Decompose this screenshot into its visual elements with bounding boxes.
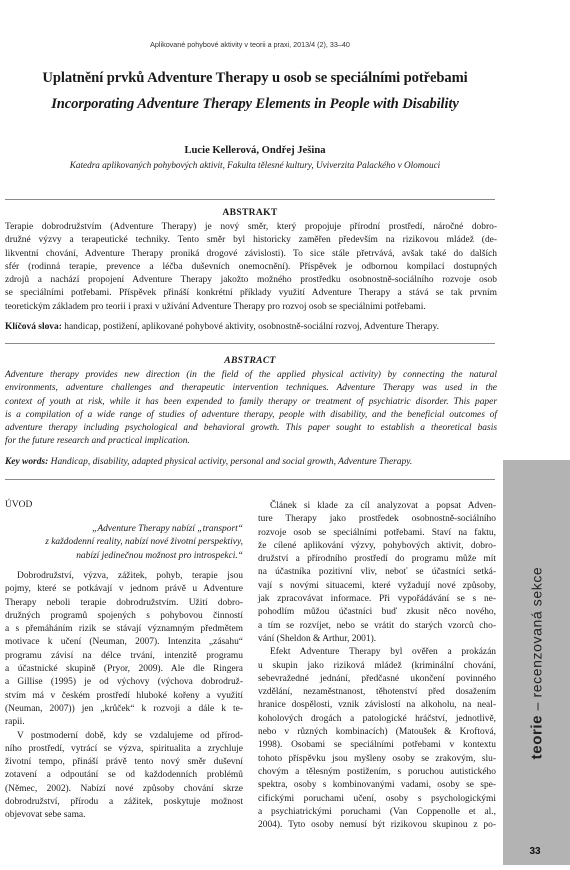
body-text-line: a s přemáháním rizik se stávají významným předmětem: [5, 624, 243, 635]
abstract-line: likventní chování, Adventure Therapy proniká drogové závislosti). To sice stále přetrvává, avšak také do dalších: [5, 248, 497, 259]
keywords-label: Key words:: [5, 457, 49, 467]
abstract-line: se speciálními potřebami. Příspěvek přináší konkrétní příklady využití Adventure Therapy a stává se tak prvním: [5, 288, 497, 299]
body-text-line: nebo v různých kombinacích) (Matoušek & Kroftová,: [258, 727, 496, 738]
abstract-line: teoretickým základem pro teorii i praxi v užívání Adventure Therapy pro rozvoj osob se speciálními potřebami.: [5, 301, 426, 312]
body-text-line: V postmoderní době, kdy se vzdalujeme od přírod-: [17, 730, 243, 741]
body-text-line: dobrodružství, přírodu a zážitek, poskytuje možnost: [5, 797, 243, 808]
keywords-text: handicap, postižení, aplikované pohybové aktivity, osobnostně-sociální rozvoj, Adventure Therapy.: [61, 322, 439, 332]
body-text-line: družných programů spojených s pohybovou činností: [5, 610, 243, 621]
body-text-line: vání (Sheldon & Arthur, 2001).: [258, 633, 377, 644]
abstract-line: adventure therapy including psychological and behavioral growth. This paper sought to establish a theoretical basis: [5, 423, 497, 434]
body-text-line: pohodlím můžou účastníci buď zkusit něco nového,: [258, 607, 496, 618]
abstrakt-keywords: [5, 321, 497, 334]
body-text-line: vzdělání, nezaměstnanost, těhotenství před dosažením: [258, 687, 496, 698]
body-text-line: že cílené aplikování výzvy, pohybových aktivit, dobro-: [258, 540, 496, 551]
body-text-line: (Němec, 2002). Nabízí nové způsoby chování skrze: [5, 783, 243, 794]
body-text-line: a psychiatrickými poruchami (Van Coppenolle et al.,: [258, 806, 496, 817]
body-text-line: jak zpracovávat informace. Při vypořádávání se s ne-: [258, 594, 496, 605]
body-text-line: 1998). Osobami se speciálními potřebami v kontextu: [258, 740, 496, 751]
epigraph-quote: [5, 523, 243, 563]
body-text-line: (Neuman, 2007)) jen „krůček“ k rozvoji a dále k te-: [5, 703, 243, 714]
abstract-line: družné výzvy a terapeutické techniky. Tento směr byl historicky zaměřen především na rizikovou mládež (de-: [5, 235, 497, 246]
body-text-line: u skupin jako riziková mládež (kriminální chování,: [258, 660, 496, 671]
abstract-body: [5, 369, 497, 449]
keywords-text: Handicap, disability, adapted physical activity, personal and social growth, Adventure Therapy.: [48, 457, 413, 467]
divider: [5, 479, 495, 480]
right-column: [258, 500, 496, 832]
title-czech: Uplatnění prvků Adventure Therapy u osob se speciálními potřebami: [42, 70, 468, 86]
section-heading: ÚVOD: [5, 500, 33, 510]
divider: [5, 199, 495, 200]
quote-line: z každodenní reality, nabízí nové životní perspektivy,: [45, 537, 243, 548]
body-text-line: družství a přírodního prostředí do programu může mít: [258, 554, 496, 565]
abstract-line: Terapie dobrodružstvím (Adventure Therapy) je nový směr, který propojuje přírodní prostředí, náročné dobro-: [5, 222, 497, 232]
abstract-heading: ABSTRACT: [224, 355, 276, 366]
abstract-line: environments, adventure challenges and therapeutic intervention techniques. Adventure Therapy was used in the: [5, 383, 497, 394]
quote-line: nabízí jedinečnou možnost pro introspekci.“: [76, 550, 243, 561]
side-label-bold: teorie: [528, 714, 545, 759]
divider: [5, 343, 495, 344]
body-text-line: Efekt Adventure Therapy byl ověřen a prokázán: [270, 647, 496, 658]
body-text-line: a Gillise (1995) je od výchovy (výchova dobrodruž-: [5, 677, 243, 688]
abstract-line: sfér (rodinná terapie, prevence a léčba duševních onemocnění). Příspěvek je odbornou kompilací dostupných: [5, 261, 497, 272]
body-text-line: motivace k učení (Neuman, 2007). Intenzita „zásahu“: [5, 637, 243, 648]
body-text-line: spektra, osoby s kombinovanými vadami, osoby se spe-: [258, 780, 496, 791]
body-text-line: vají s novými situacemi, které vyžadují nové způsoby,: [258, 580, 496, 591]
body-text-line: 2004). Tyto osoby nemusí být rizikovou skupinou z po-: [258, 820, 496, 831]
body-text-line: na účastníka pozitivní vliv, neboť se účastníci setká-: [258, 567, 496, 578]
quote-line: „Adventure Therapy nabízí „transport“: [92, 524, 243, 534]
left-column: [5, 570, 243, 823]
body-text-line: chovým a tělesným postižením, s poruchou autistického: [258, 766, 496, 777]
body-text-line: životní tempo, přináší právě tento nový směr duševní: [5, 757, 243, 768]
running-head: Aplikované pohybové aktivity v teorii a praxi, 2013/4 (2), 33–40: [150, 40, 350, 49]
body-text-line: sebevražedné jednání, předčasné ukončení povinného: [258, 673, 496, 684]
body-text-line: koholových drogách a patologické hráčství, jednotlivě,: [258, 713, 496, 724]
body-text-line: objevovat sebe sama.: [5, 810, 86, 821]
abstrakt-body: [5, 221, 497, 314]
body-text-line: cifickými poruchami učení, osoby s psychologickými: [258, 793, 496, 804]
body-text-line: hranice dospělosti, vznik závislostí na alkoholu, na neal-: [258, 700, 496, 711]
side-label-rest: – recenzovaná sekce: [528, 566, 544, 715]
body-text-line: rapii.: [5, 717, 25, 728]
body-text-line: Therapy neboli terapie dobrodružstvím. Užití dobro-: [5, 597, 243, 608]
body-text-line: a účastnické skupině (Pryor, 2009). Ale dle Ringera: [5, 664, 243, 675]
page-number: 33: [529, 846, 541, 857]
body-text-line: ního prostředí, vytrácí se výzva, spiritualita a zrychluje: [5, 743, 243, 754]
authors: Lucie Kellerová, Ondřej Ješina: [184, 145, 326, 156]
body-text-line: tohoto příspěvku jsou myšleny osoby se zrakovým, slu-: [258, 753, 496, 764]
title-english: Incorporating Adventure Therapy Elements in People with Disability: [51, 96, 459, 112]
abstract-line: for the future research and practical implication.: [5, 436, 190, 447]
abstract-keywords: [5, 456, 497, 469]
section-side-label: [503, 460, 570, 865]
abstract-line: zdrojů a nachází propojení Adventure Therapy jakožto možného prostředku osobnostně-sociálního rozvoje osob: [5, 275, 497, 286]
body-text-line: stvím má v českém prostředí hluboké kořeny a využití: [5, 690, 243, 701]
body-text-line: Dobrodružství, výzva, zážitek, pohyb, terapie jsou: [17, 571, 243, 581]
keywords-label: Klíčová slova:: [5, 322, 62, 332]
body-text-line: pojmy, které se potkávají v jednom právě u Adventure: [5, 584, 243, 595]
abstract-line: is a compilation of a wide range of studies of adventure therapy, people with disability, and the beneficial outcomes of: [5, 409, 497, 420]
body-text-line: rozvoje osob se speciálními potřebami. Staví na faktu,: [258, 527, 496, 538]
abstrakt-heading: ABSTRAKT: [222, 207, 278, 218]
body-text-line: ture Therapy jako prostředek osobnostně-sociálního: [258, 514, 496, 525]
body-text-line: zotavení a odpoutání se od každodenních problémů: [5, 770, 243, 781]
body-text-line: a tím se rozvíjet, nebo se vrátit do starých vzorců cho-: [258, 620, 496, 631]
abstract-line: Adventure therapy provides new direction (in the field of the applied physical activity) by connecting the natural: [5, 370, 497, 380]
abstract-line: context of youth at risk, while it has been expended to family therapy or treatment of psychiatric disorder. This paper: [5, 396, 497, 407]
body-text-line: programu závisí na délce trvání, intenzitě programu: [5, 650, 243, 661]
body-text-line: Článek si klade za cíl analyzovat a popsat Adven-: [270, 501, 496, 511]
affiliation: Katedra aplikovaných pohybových aktivit, Fakulta tělesné kultury, Uviverzita Palackého v Olomouci: [69, 160, 441, 170]
